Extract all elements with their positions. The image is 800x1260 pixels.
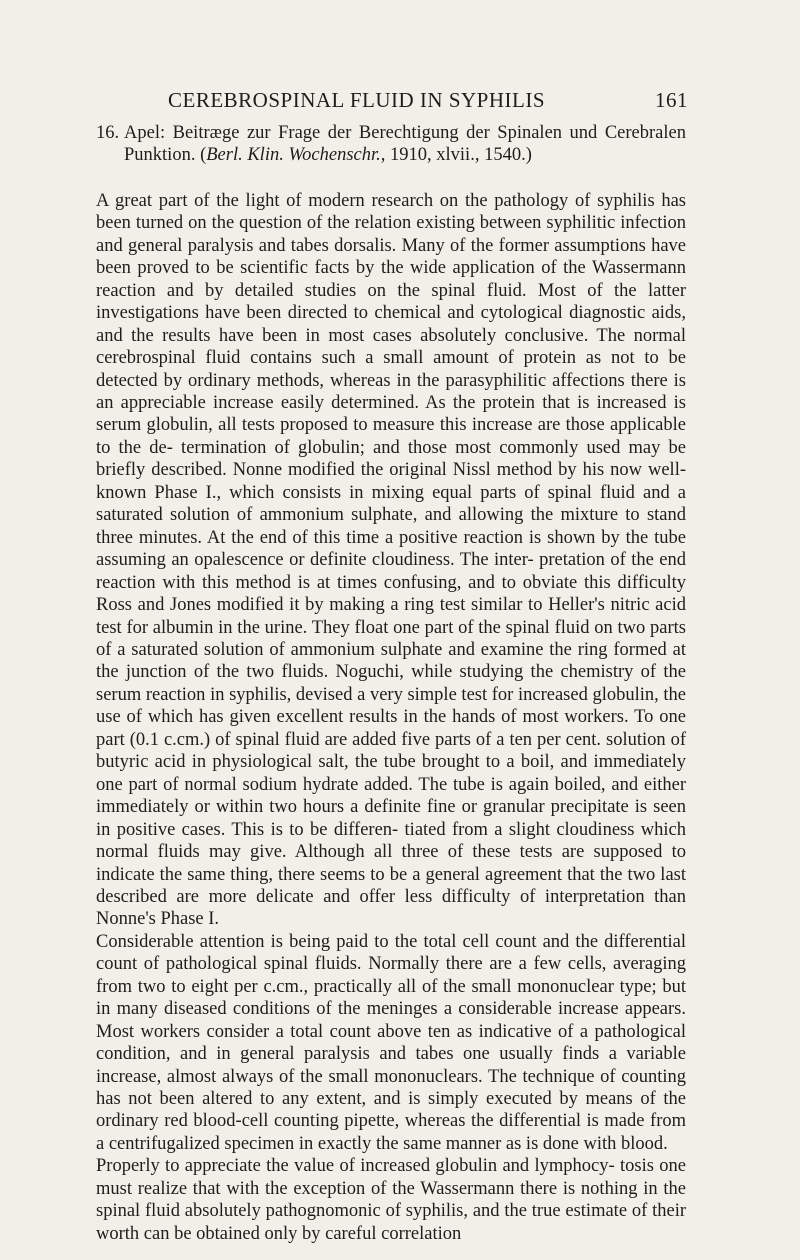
reference-source: Berl. Klin. Wochenschr., bbox=[206, 145, 386, 166]
reference-details: 1910, xlvii., 1540.) bbox=[385, 145, 532, 166]
body-paragraph: Properly to appreciate the value of increased globulin and lymphocy- tosis one must realize that with the exception of the Wassermann there is nothing in the spinal fluid absolutely pathognomonic of syphilis, and the true estimate of their worth can be obtained only by careful correlation bbox=[96, 1156, 686, 1244]
reference-text: Apel: Beitræge zur Frage der Berechtigung der Spinalen und Cerebralen Punktion. ( bbox=[124, 123, 686, 166]
body-paragraph: A great part of the light of modern research on the pathology of syphilis has been turned on the question of the relation existing between syphilitic infection and general paralysis and tabes dorsalis. Many of the former assumptions have been proved to be scientific facts by the wide application of the Wassermann reaction and by detailed studies on the spinal fluid. Most of the latter investigations have been directed to chemical and cytological diagnostic aids, and the results have been in most cases absolutely conclusive. The normal cerebrospinal fluid contains such a small amount of protein as not to be detected by ordinary methods, whereas in the parasyphilitic affections there is an appreciable increase easily determined. As the protein that is increased is serum globulin, all tests proposed to measure this increase are those applicable to the de- termination of globulin; and those most commonly used may be briefly described. Nonne modified the original Nissl method by his now well-known Phase I., which consists in mixing equal parts of spinal fluid and a saturated solution of ammonium sulphate, and allowing the mixture to stand three minutes. At the end of this time a positive reaction is shown by the tube assuming an opalescence or definite cloudiness. The inter- pretation of the end reaction with this method is at times confusing, and to obviate this difficulty Ross and Jones modified it by making a ring test similar to Heller's nitric acid test for albumin in the urine. They float one part of the spinal fluid on two parts of a saturated solution of ammonium sulphate and examine the ring formed at the junction of the two fluids. Noguchi, while studying the chemistry of the serum reaction in syphilis, devised a very simple test for increased globulin, the use of which has given excellent results in the hands of most workers. To one part (0.1 c.cm.) of spinal fluid are added five parts of a ten per cent. solution of butyric acid in physiological salt, the tube brought to a boil, and immediately one part of normal sodium hydrate added. The tube is again boiled, and either immediately or within two hours a definite fine or granular precipitate is seen in positive cases. This is to be differen- tiated from a slight cloudiness which normal fluids may give. Although all three of these tests are supposed to indicate the same thing, there seems to be a general agreement that the two last described are more delicate and offer less difficulty of interpretation than Nonne's Phase I. bbox=[96, 190, 686, 930]
page-number: 161 bbox=[655, 88, 688, 112]
reference-number: 16. bbox=[96, 123, 120, 143]
page-body bbox=[96, 122, 686, 1245]
running-title: CEREBROSPINAL FLUID IN SYPHILIS bbox=[168, 88, 546, 112]
body-paragraph: Considerable attention is being paid to the total cell count and the differential count of pathological spinal fluids. Normally there are a few cells, averaging from two to eight per c.cm., practically all of the small mononuclear type; but in many diseased conditions of the meninges a considerable increase appears. Most workers consider a total count above ten as indicative of a pathological condition, and in general paralysis and tabes one usually finds a variable increase, almost always of the small mononuclears. The technique of counting has not been altered to any extent, and is simply executed by means of the ordinary red blood-cell counting pipette, whereas the differential is made from a centrifugalized specimen in exactly the same manner as is done with blood. bbox=[96, 931, 686, 1154]
reference-entry bbox=[96, 122, 686, 167]
